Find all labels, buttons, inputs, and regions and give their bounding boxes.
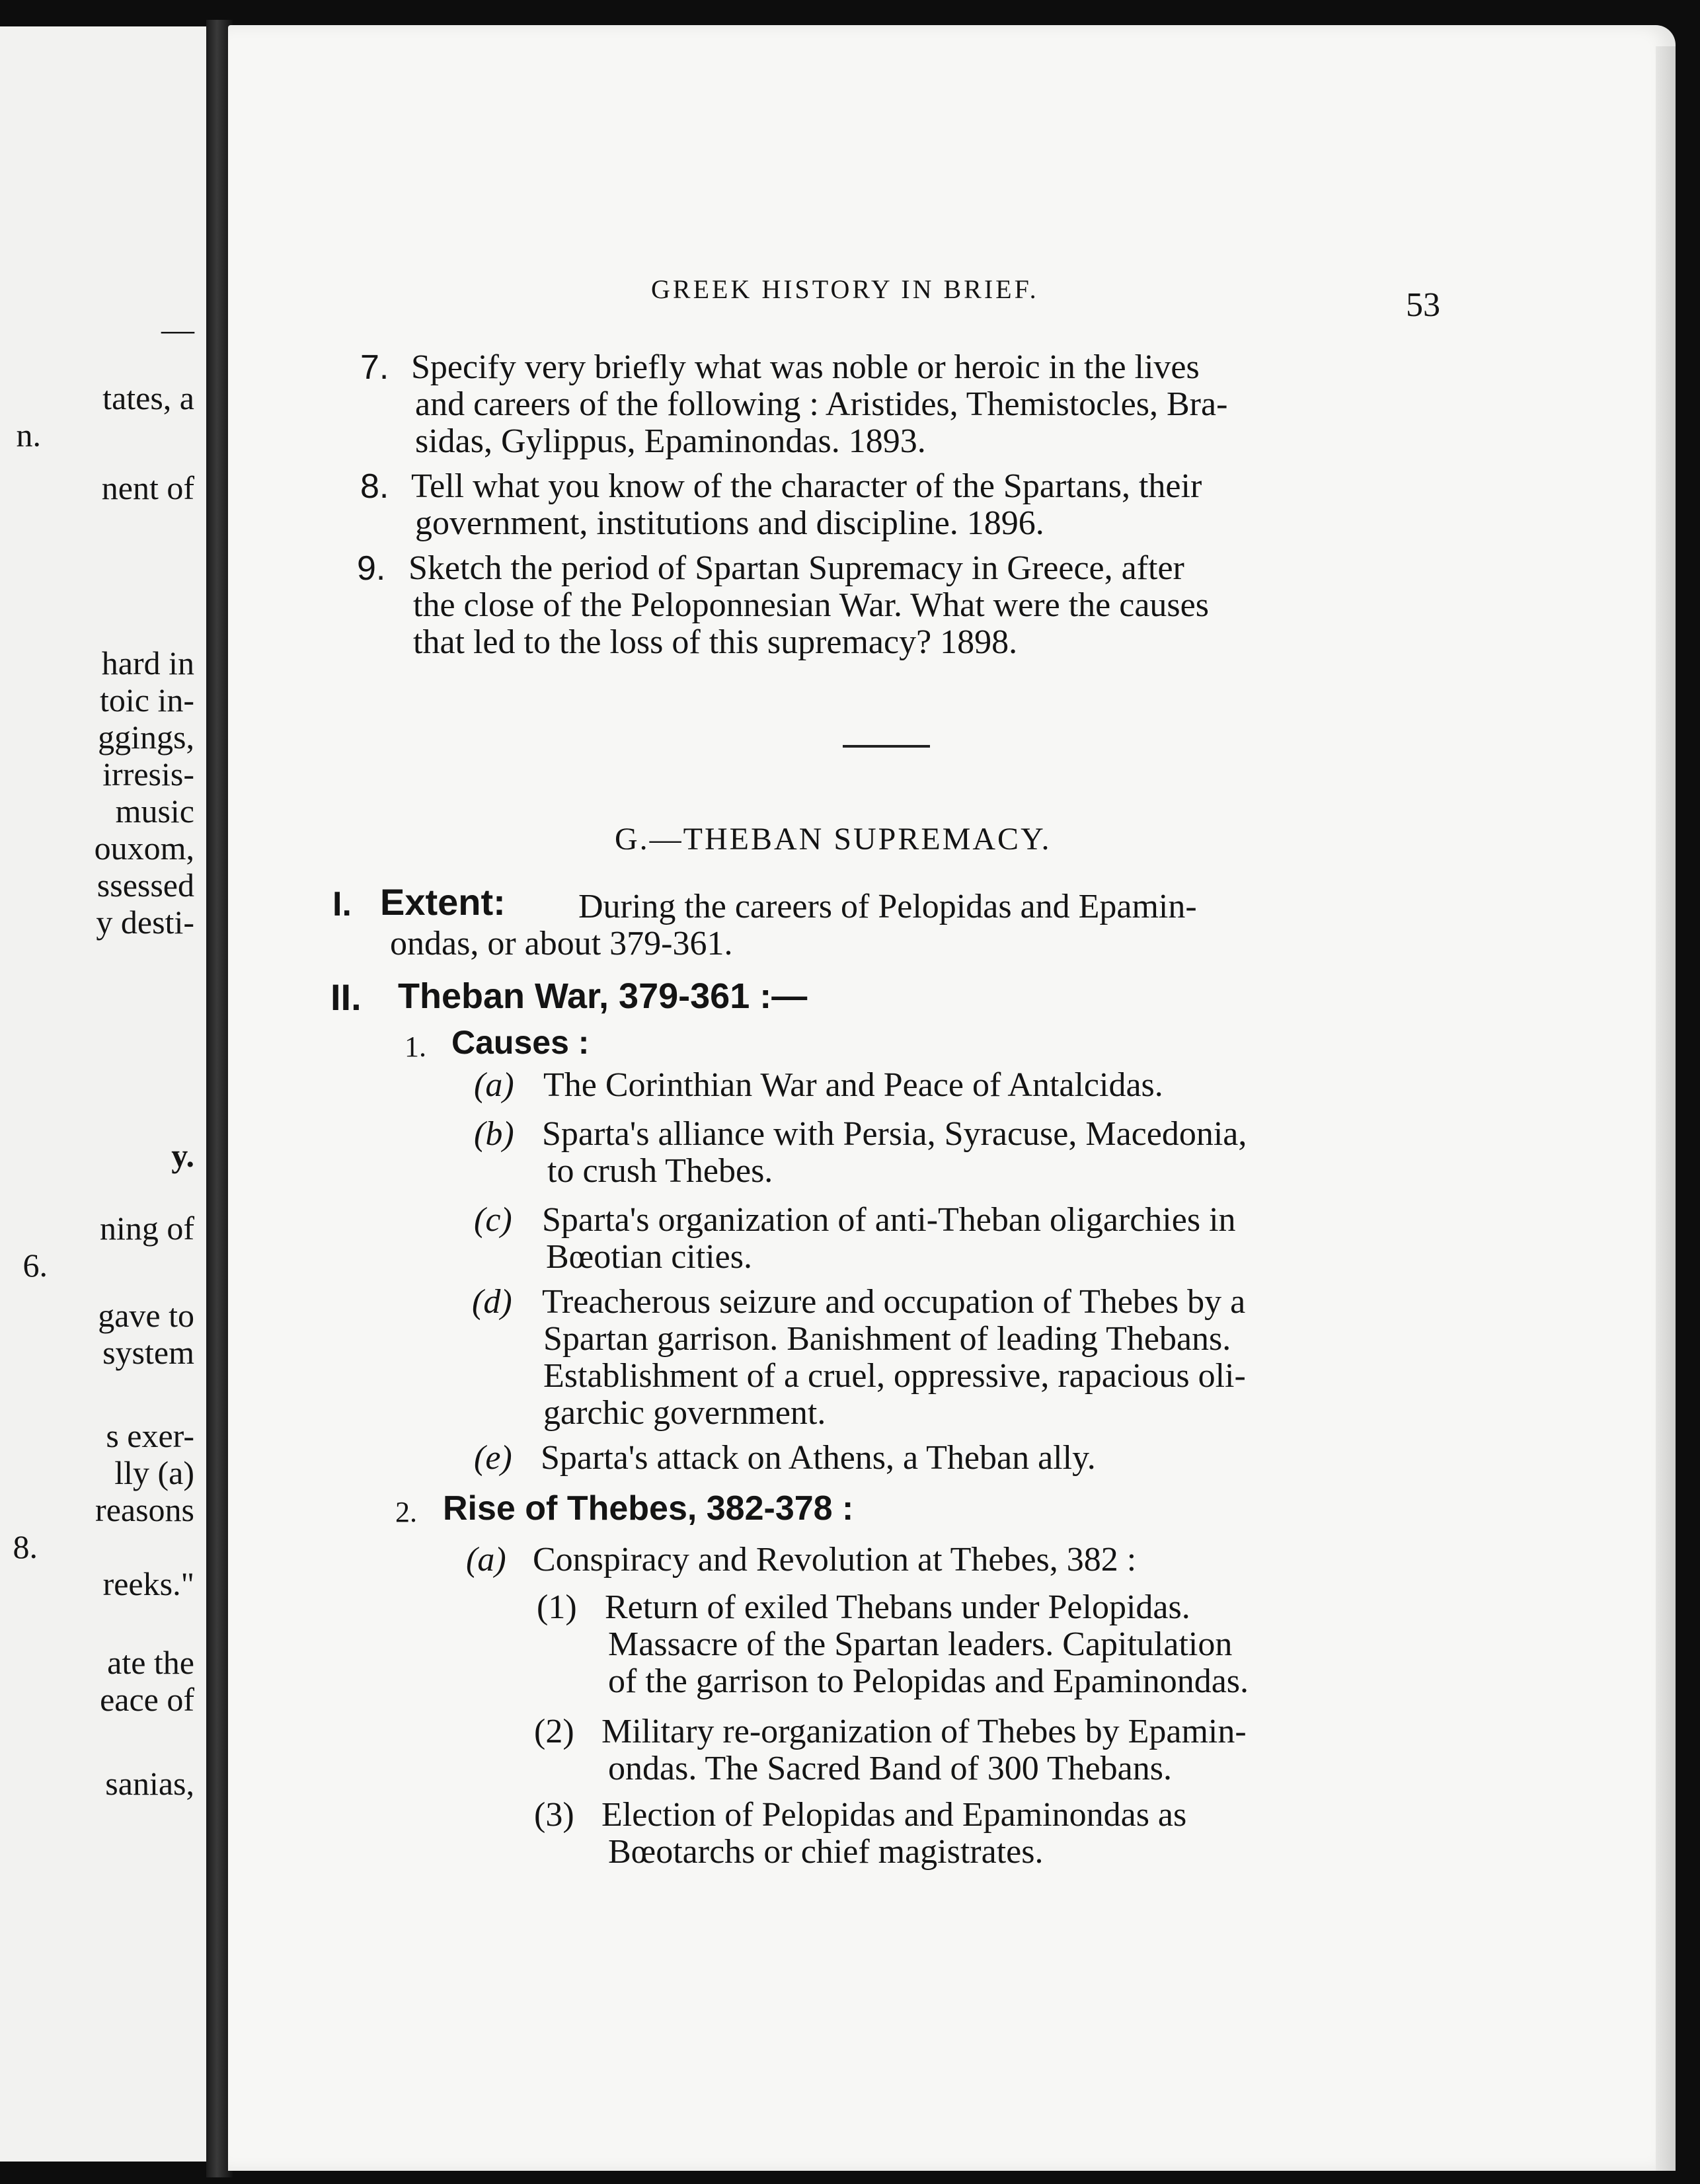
cause-line: Sparta's attack on Athens, a Theban ally. bbox=[541, 1439, 1096, 1477]
left-line: music bbox=[115, 793, 194, 830]
left-line: ssessed bbox=[97, 867, 194, 904]
extent-numeral: I. bbox=[332, 885, 352, 923]
left-line: n. bbox=[16, 416, 41, 453]
left-line: ate the bbox=[107, 1644, 194, 1681]
left-line: ggings, bbox=[98, 719, 194, 756]
rise-item-line: ondas. The Sacred Band of 300 Thebans. bbox=[608, 1750, 1172, 1787]
war-numeral: II. bbox=[330, 976, 362, 1018]
question-number: 9. bbox=[357, 549, 386, 588]
left-line: y. bbox=[171, 1137, 194, 1174]
question-number: 8. bbox=[360, 467, 389, 506]
left-line: system bbox=[102, 1334, 194, 1371]
cause-line: Treacherous seizure and occupation of Thebes by a bbox=[542, 1283, 1246, 1321]
question-line: sidas, Gylippus, Epaminondas. 1893. bbox=[415, 422, 926, 460]
question-line: Specify very briefly what was noble or heroic in the lives bbox=[411, 348, 1200, 386]
rise-item-line: Bœotarchs or chief magistrates. bbox=[608, 1833, 1044, 1871]
rise-item-line: Return of exiled Thebans under Pelopidas. bbox=[605, 1588, 1190, 1626]
left-line: ning of bbox=[99, 1210, 194, 1247]
question-line: the close of the Peloponnesian War. What were the causes bbox=[413, 586, 1209, 624]
rise-number: 2. bbox=[395, 1496, 417, 1528]
causes-heading: Causes : bbox=[451, 1024, 590, 1061]
left-line: reeks." bbox=[102, 1565, 194, 1602]
question-number: 7. bbox=[360, 348, 389, 387]
left-line: hard in bbox=[101, 644, 194, 682]
left-line: irresis- bbox=[102, 756, 194, 793]
war-heading: Theban War, 379-361 :— bbox=[398, 976, 808, 1016]
left-line: 8. bbox=[13, 1528, 38, 1565]
cause-line: Establishment of a cruel, oppressive, rapacious oli- bbox=[543, 1357, 1246, 1395]
rise-item-line: Military re-organization of Thebes by Epamin- bbox=[601, 1713, 1247, 1750]
cause-line: Sparta's alliance with Persia, Syracuse, Macedonia, bbox=[542, 1115, 1247, 1153]
question-line: and careers of the following : Aristides, Themistocles, Bra- bbox=[415, 385, 1228, 423]
causes-number: 1. bbox=[405, 1031, 426, 1063]
left-line: gave to bbox=[98, 1297, 194, 1334]
rise-item-mark: (1) bbox=[537, 1588, 577, 1626]
extent-heading: Extent: bbox=[380, 881, 506, 923]
left-line: ouxom, bbox=[94, 830, 194, 867]
extent-line: ondas, or about 379-361. bbox=[390, 925, 733, 962]
cause-line: Spartan garrison. Banishment of leading Thebans. bbox=[543, 1320, 1231, 1358]
left-line: lly (a) bbox=[114, 1454, 194, 1491]
conspiracy-text: Conspiracy and Revolution at Thebes, 382 : bbox=[533, 1541, 1137, 1579]
rise-item-mark: (2) bbox=[534, 1713, 574, 1750]
cause-line: to crush Thebes. bbox=[547, 1152, 773, 1190]
left-line: y desti- bbox=[96, 904, 194, 941]
section-divider-rule bbox=[843, 745, 930, 748]
left-line: nent of bbox=[101, 469, 194, 506]
left-line: toic in- bbox=[99, 682, 194, 719]
section-title: G.—THEBAN SUPREMACY. bbox=[615, 822, 1052, 857]
rise-item-mark: (3) bbox=[534, 1796, 574, 1834]
rise-item-line: of the garrison to Pelopidas and Epaminondas. bbox=[608, 1662, 1249, 1700]
rise-item-line: Massacre of the Spartan leaders. Capitulation bbox=[608, 1625, 1233, 1663]
left-line: eace of bbox=[100, 1681, 194, 1718]
running-header: GREEK HISTORY IN BRIEF. bbox=[651, 274, 1039, 304]
page-edge-shadow bbox=[1656, 46, 1676, 2171]
question-line: government, institutions and discipline. 1896. bbox=[415, 504, 1044, 542]
page-number: 53 bbox=[1406, 286, 1440, 324]
left-line: s exer- bbox=[106, 1417, 194, 1454]
cause-line: Bœotian cities. bbox=[546, 1238, 752, 1276]
rise-item-line: Election of Pelopidas and Epaminondas as bbox=[601, 1796, 1187, 1834]
cause-line: The Corinthian War and Peace of Antalcidas. bbox=[543, 1066, 1163, 1104]
question-line: that led to the loss of this supremacy? 1898. bbox=[413, 623, 1018, 661]
cause-mark: (c) bbox=[474, 1201, 512, 1239]
cause-line: garchic government. bbox=[543, 1394, 826, 1432]
cause-line: Sparta's organization of anti-Theban oligarchies in bbox=[542, 1201, 1236, 1239]
left-line: — bbox=[161, 311, 194, 348]
cause-mark: (a) bbox=[474, 1066, 514, 1104]
rise-heading: Rise of Thebes, 382-378 : bbox=[443, 1489, 854, 1528]
cause-mark: (e) bbox=[474, 1439, 512, 1477]
left-line: sanias, bbox=[105, 1765, 194, 1802]
question-line: Tell what you know of the character of the Spartans, their bbox=[411, 467, 1202, 505]
left-line: tates, a bbox=[102, 379, 194, 416]
cause-mark: (d) bbox=[472, 1283, 512, 1321]
conspiracy-mark: (a) bbox=[466, 1541, 506, 1579]
question-line: Sketch the period of Spartan Supremacy in Greece, after bbox=[408, 549, 1184, 587]
cause-mark: (b) bbox=[474, 1115, 514, 1153]
previous-page-fragment bbox=[0, 26, 208, 2162]
extent-line: During the careers of Pelopidas and Epamin- bbox=[578, 888, 1197, 925]
left-line: reasons bbox=[95, 1491, 194, 1528]
left-line: 6. bbox=[22, 1247, 48, 1284]
